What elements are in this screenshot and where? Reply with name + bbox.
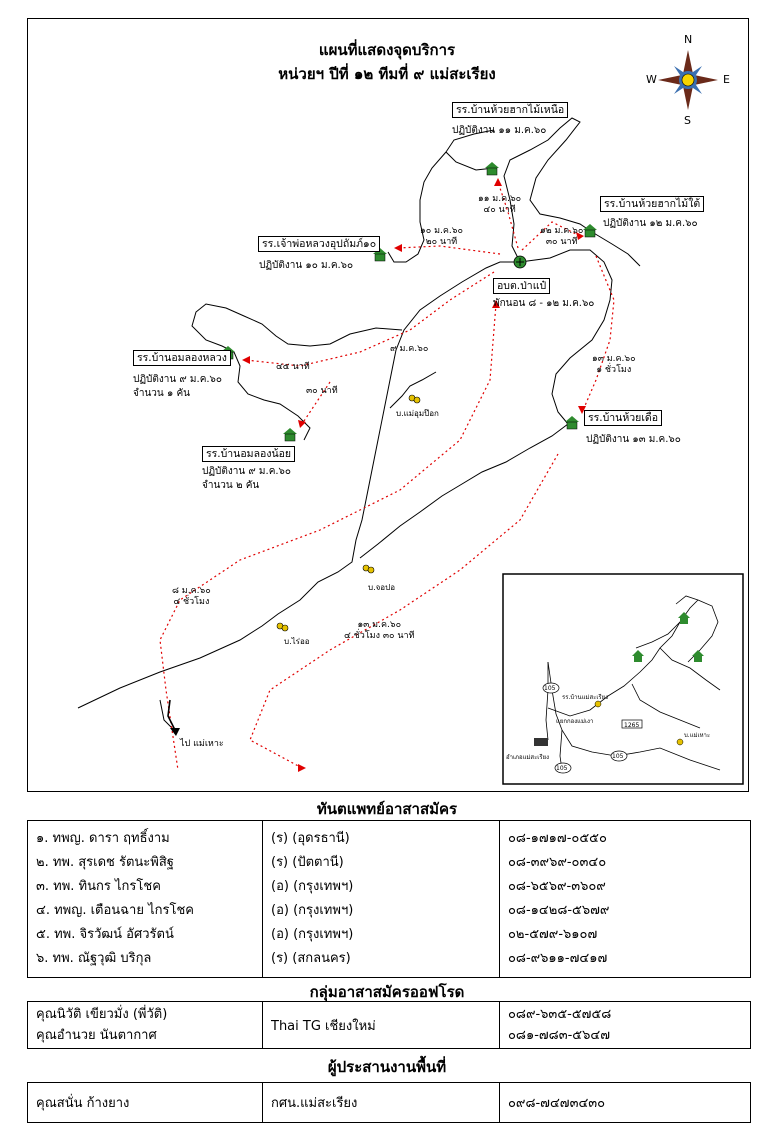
road-village-branch [390, 372, 436, 408]
dentist-affil: (ร) (ปัตตานี) [271, 855, 344, 870]
inset-road-105c: 105 [556, 765, 568, 772]
arrowhead [242, 356, 250, 364]
offroad-phone: ๐๘๑-๗๘๓-๕๖๔๗ [508, 1028, 610, 1043]
route-time: ๒๐ นาที [425, 237, 458, 247]
dentist-affil: (ร) (สกลนคร) [271, 951, 351, 966]
compass-w: W [646, 73, 657, 86]
office-icon [514, 256, 526, 268]
dentist-name: ๑. ทพญ. ดารา ฤทธิ์งาม [36, 831, 170, 846]
route-label-omlong-noi-time: ๓๐ นาที [306, 386, 338, 396]
route-label-south [540, 226, 583, 248]
dentist-affil: (ร) (อุดรธานี) [271, 831, 350, 846]
route-label-omlong-time: ๔๕ นาที [276, 362, 310, 372]
route-time: ๔ ชั่วโมง [173, 597, 210, 607]
route-date: ๘ ม.ค.๖๐ [172, 586, 211, 596]
dentist-name: ๓. ทพ. ทินกร ไกรโชค [36, 879, 161, 894]
site-note-omlong-noi: ปฏิบัติงาน ๙ ม.ค.๖๐ [202, 466, 292, 477]
house-icon [565, 416, 579, 429]
inset-junction-label: แยกกองแม่เงา [556, 718, 594, 725]
route-date: ๑๒ ม.ค.๖๐ [540, 226, 584, 236]
route-label-omlong-date: ๙ ม.ค.๖๐ [390, 344, 429, 354]
village-markers [277, 395, 420, 631]
house-icon [583, 224, 597, 237]
route-date: ๑๓ ม.ค.๖๐ [592, 354, 636, 364]
site-label-omlong-noi: รร.บ้านอมลองน้อย [202, 446, 295, 462]
route-time: ๔๐ นาที [483, 205, 516, 215]
route-date: ๑๑ ม.ค.๖๐ [478, 194, 522, 204]
arrowhead [394, 244, 402, 252]
dentist-name: ๕. ทพ. จิรวัฒน์ อัศวรัตน์ [36, 927, 174, 942]
compass-s: S [684, 114, 691, 127]
arrowhead [298, 764, 306, 772]
inset-school-label: รร.บ้านแม่สะเรียง [562, 694, 609, 701]
site-note-obt-papae: พักนอน ๘ - ๑๒ ม.ค.๖๐ [493, 298, 595, 309]
route-label-return [344, 620, 415, 642]
site-label-huay-dua: รร.บ้านห้วยเดื่อ [584, 410, 662, 426]
exit-arrowhead [170, 728, 180, 736]
site-label-obt-papae: อบต.ป่าแป๋ [493, 278, 550, 294]
dentist-phone: ๐๘-๓๙๖๙-๐๓๔๐ [508, 855, 607, 870]
offroad-names-col [28, 1002, 263, 1049]
offroad-phone-col [500, 1002, 751, 1049]
route-time: ๓๐ นาที [545, 237, 578, 247]
dentist-name: ๔. ทพญ. เตือนฉาย ไกรโชค [36, 903, 194, 918]
site-note-huay-dua: ปฏิบัติงาน ๑๓ ม.ค.๖๐ [586, 434, 681, 445]
road-east [520, 250, 612, 424]
compass-n: N [684, 33, 693, 46]
inset-road-105b: 105 [612, 753, 624, 760]
route-omlong [246, 272, 494, 366]
dentist-phone: ๐๘-๑๔๒๘-๕๖๗๙ [508, 903, 610, 918]
inset-village-label: บ.แม่เหาะ [684, 732, 711, 739]
coordinator-name: คุณสนั่น ก้างยาง [28, 1083, 263, 1123]
dentist-affil: (อ) (กรุงเทพฯ) [271, 879, 354, 894]
road-south-east [360, 424, 568, 558]
site-label-huay-hak-north: รร.บ้านห้วยฮากไม้เหนือ [452, 102, 568, 118]
dentist-phone: ๐๒-๕๗๙-๖๑๐๗ [508, 927, 598, 942]
offroad-name: คุณนิวัติ เขียวมั่ง (พี่วัติ) [36, 1007, 168, 1022]
dentist-phone: ๐๘-๑๗๑๗-๐๕๕๐ [508, 831, 607, 846]
dentist-phone: ๐๘-๙๖๑๑-๗๔๑๗ [508, 951, 608, 966]
inset-village-icon [677, 739, 683, 745]
site-note-huay-hak-north: ปฏิบัติงาน ๑๑ ม.ค.๖๐ [452, 125, 547, 136]
map-title-line1: แผนที่แสดงจุดบริการ [318, 41, 456, 59]
route-label-exit [172, 586, 211, 608]
village-label-rai-o: บ.ไร่ออ [284, 637, 310, 646]
inset-district-icon [534, 738, 548, 746]
site-note2-omlong-luang: จำนวน ๑ คัน [133, 388, 190, 399]
dentist-name: ๖. ทพ. ณัฐวุฒิ บริกุล [36, 951, 152, 966]
site-note-omlong-luang: ปฏิบัติงาน ๙ ม.ค.๖๐ [133, 374, 223, 385]
inset-district-label: อำเภอแม่สะเรียง [506, 754, 550, 761]
route-date: ๑๓ ม.ค.๖๐ [357, 620, 402, 630]
offroad-title: กลุ่มอาสาสมัครออฟโรด [309, 983, 465, 1001]
site-note-huay-hak-south: ปฏิบัติงาน ๑๒ ม.ค.๖๐ [603, 218, 698, 229]
dentist-phone: ๐๘-๖๕๖๙-๓๖๐๙ [508, 879, 606, 894]
route-time: ๔ ชั่วโมง ๓๐ นาที [344, 631, 415, 641]
site-note2-omlong-noi: จำนวน ๒ คัน [202, 480, 260, 491]
inset-road-1265: 1265 [624, 722, 640, 729]
arrowhead [298, 420, 306, 428]
route-date: ๑๐ ม.ค.๖๐ [420, 226, 463, 236]
route-label-huay-dua [592, 354, 636, 376]
house-icon [485, 162, 499, 175]
house-icon [283, 428, 297, 441]
coordinator-phone: ๐๙๘-๗๔๗๓๔๓๐ [500, 1083, 751, 1123]
site-note-chao-pho: ปฏิบัติงาน ๑๐ ม.ค.๖๐ [259, 260, 354, 271]
dentists-table [27, 820, 751, 978]
site-label-chao-pho: รร.เจ้าพ่อหลวงอุปถัมภ์๑๐ [258, 236, 380, 252]
route-label-north [478, 194, 521, 216]
dentist-affil: (อ) (กรุงเทพฯ) [271, 927, 354, 942]
exit-label: ไป แม่เหาะ [180, 739, 224, 749]
village-label-mae-um-pok: บ.แม่อุมป๊อก [396, 409, 439, 418]
dentist-affil: (อ) (กรุงเทพฯ) [271, 903, 354, 918]
route-huaydua [584, 256, 614, 408]
route-time: ๑ ชั่วโมง [596, 365, 632, 375]
offroad-table [27, 1001, 751, 1049]
arrowhead [494, 178, 502, 186]
dentist-names-col [28, 821, 263, 978]
village-icon [277, 623, 288, 631]
compass-e: E [723, 73, 730, 86]
offroad-club: Thai TG เชียงใหม่ [263, 1002, 500, 1049]
road-north-east-tail [592, 232, 640, 266]
coordinator-title: ผู้ประสานงานพื้นที่ [327, 1058, 447, 1076]
village-icon [409, 395, 420, 403]
map-title-line2: หน่วยฯ ปีที่ ๑๒ ทีมที่ ๙ แม่สะเรียง [278, 65, 496, 83]
offroad-phone: ๐๘๙-๖๓๕-๕๗๕๘ [508, 1007, 612, 1022]
village-icon [363, 565, 374, 573]
village-label-jo-po: บ.จอปอ [368, 583, 395, 592]
offroad-name: คุณอำนวย นันตากาศ [36, 1028, 157, 1043]
site-label-omlong-luang: รร.บ้านอมลองหลวง [133, 350, 231, 366]
dentist-affil-col [263, 821, 500, 978]
coordinator-org: กศน.แม่สะเรียง [263, 1083, 500, 1123]
coordinator-table [27, 1082, 751, 1123]
site-label-huay-hak-south: รร.บ้านห้วยฮากไม้ใต้ [600, 196, 704, 212]
dentist-name: ๒. ทพ. สุรเดช รัตนะพิสิฐ [36, 855, 174, 870]
inset-road-105a: 105 [544, 685, 556, 692]
dentists-title: ทันตแพทย์อาสาสมัคร [316, 800, 458, 818]
route-label-west [420, 226, 463, 248]
dentist-phone-col [500, 821, 751, 978]
